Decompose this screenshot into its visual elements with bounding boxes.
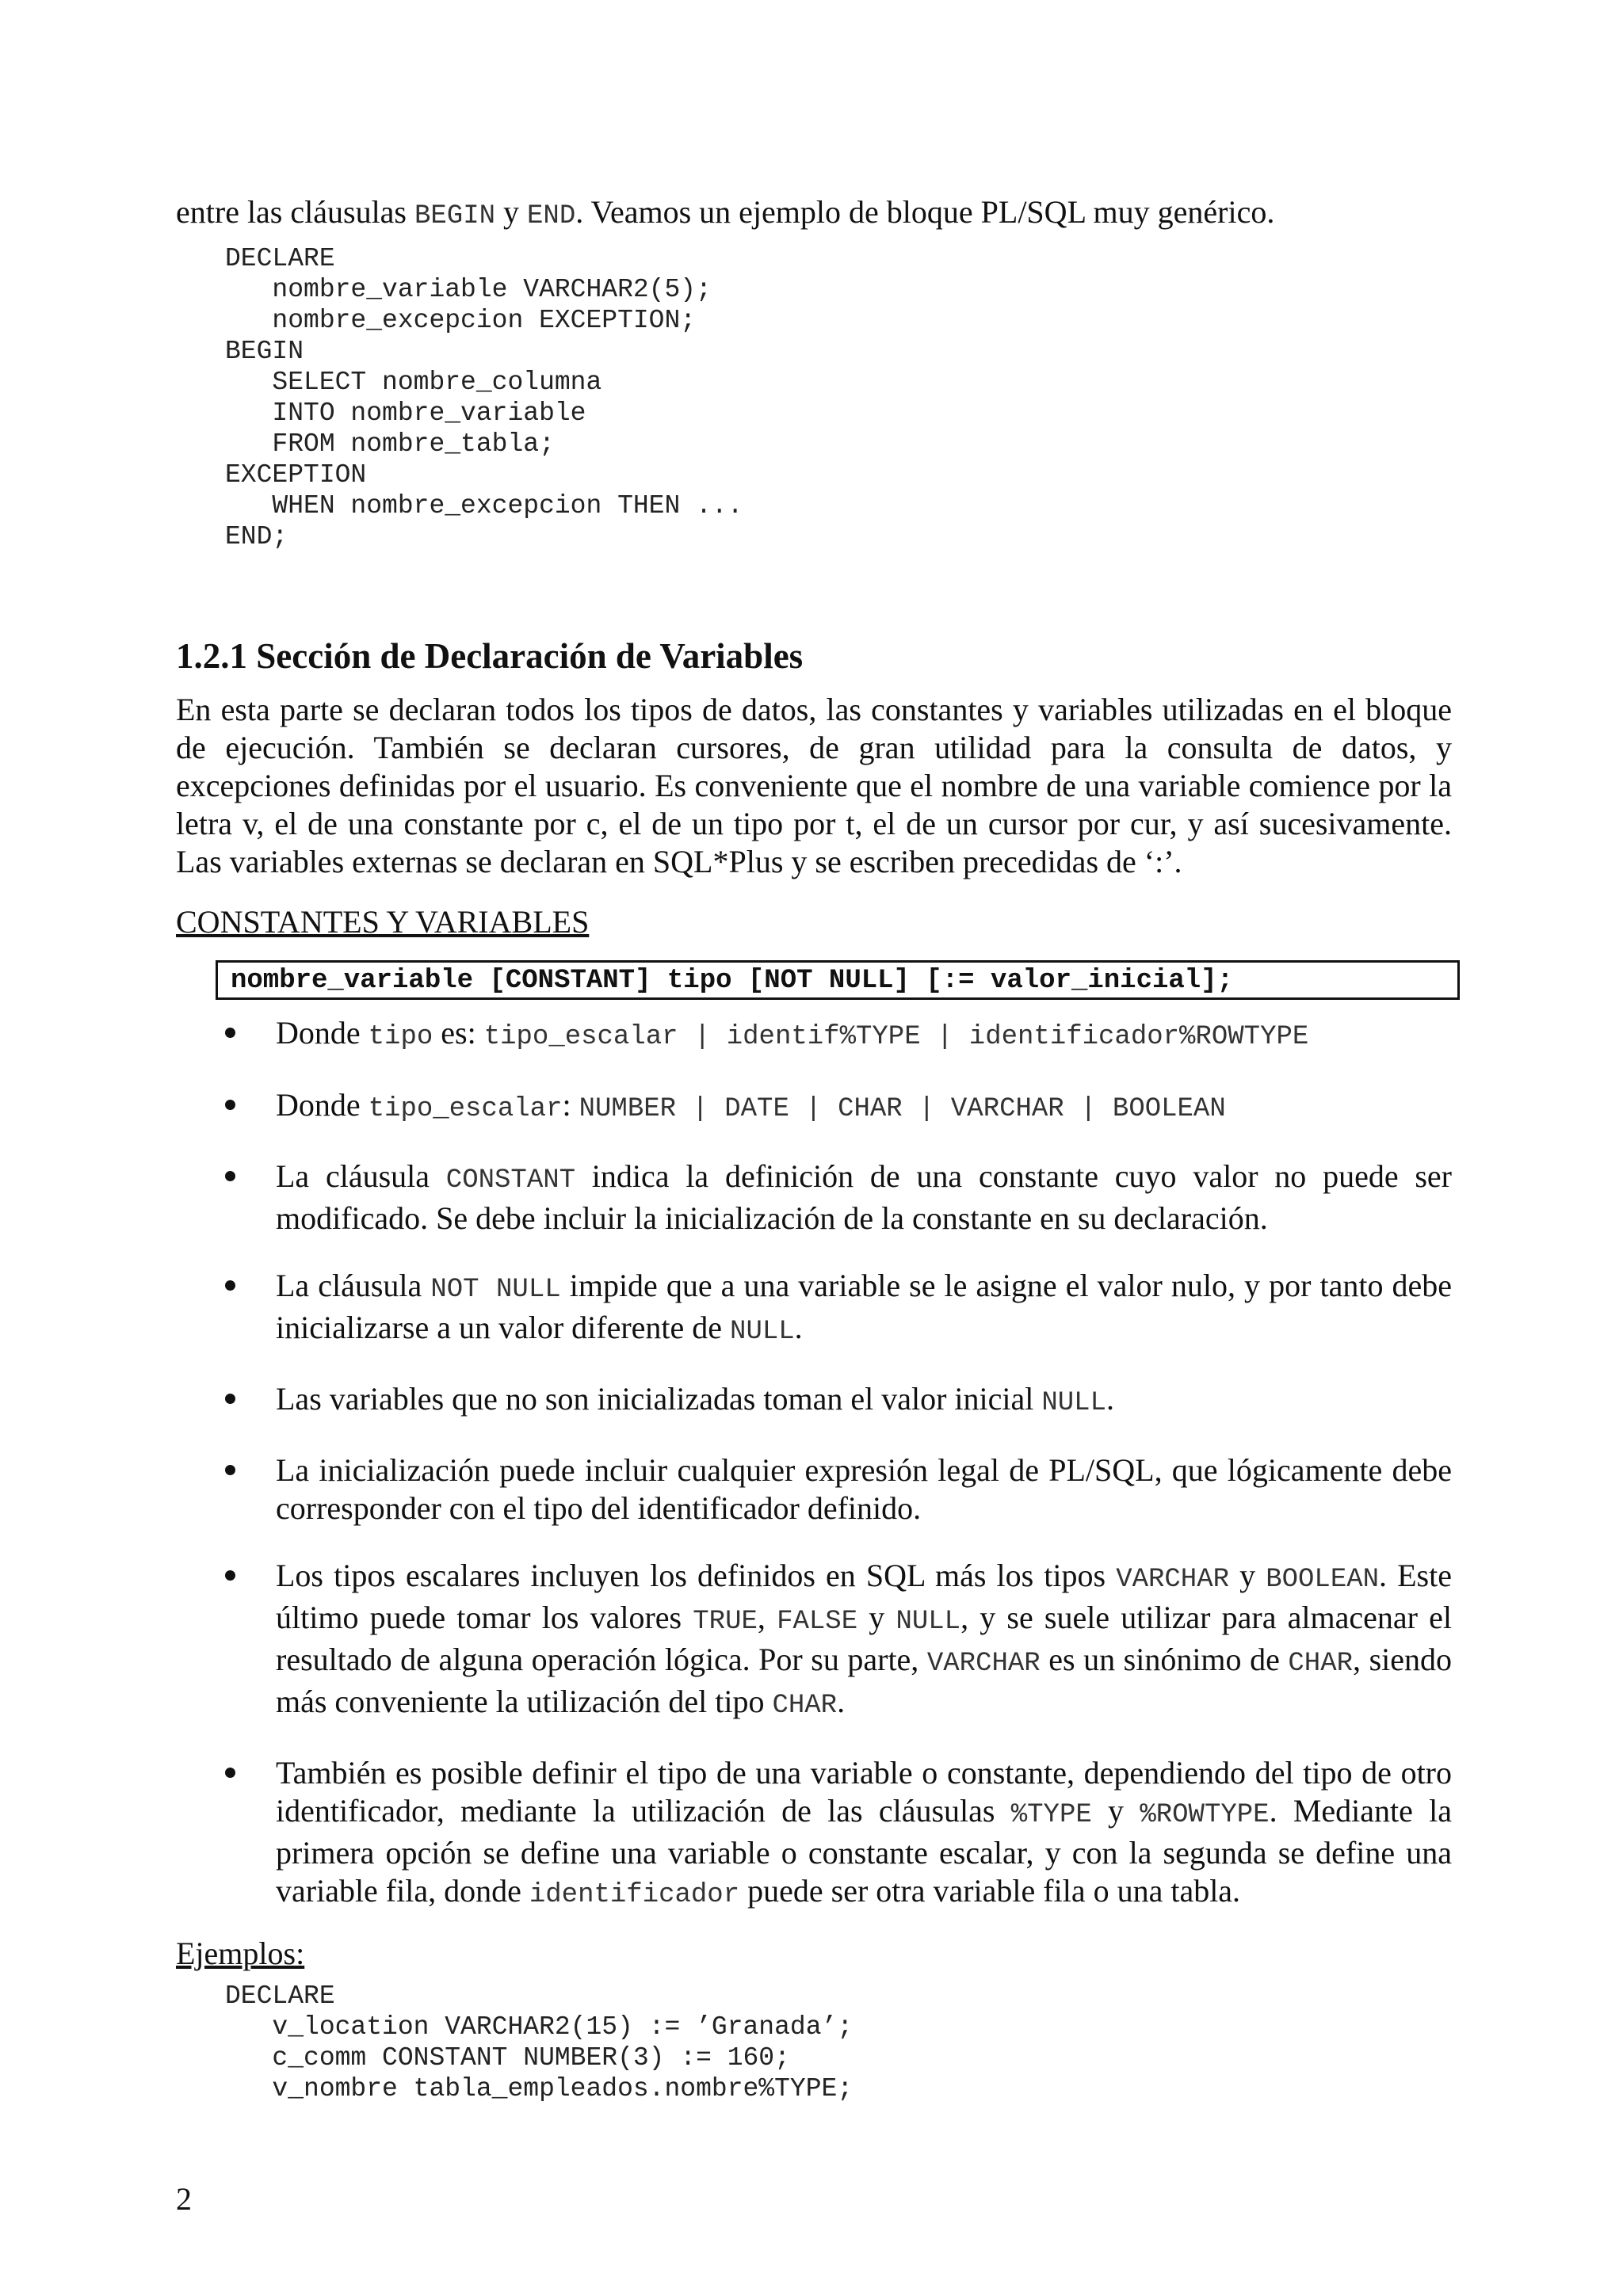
subsection-heading: CONSTANTES Y VARIABLES [176,904,590,940]
bullet-icon [225,1570,235,1581]
inline-code: END [527,201,576,231]
bullet-icon [225,1465,235,1475]
bullet-icon [225,1100,235,1110]
examples-heading: Ejemplos: [176,1936,305,1971]
section-title: 1.2.1 Sección de Declaración de Variables [176,636,804,676]
bullet-icon [225,1028,235,1038]
syntax-box: nombre_variable [CONSTANT] tipo [NOT NULL] [:= valor_inicial]; [216,960,1460,1000]
bullet-icon [225,1171,235,1181]
bullet-list [176,1014,1452,1914]
list-item: Donde tipo es: tipo_escalar | identif%TYPE | identificador%ROWTYPE [176,1014,1452,1056]
inline-code: BEGIN [414,201,496,231]
list-item: La cláusula CONSTANT indica la definición de una constante cuyo valor no puede ser modificado. Se debe incluir la inicialización de la constante en su declaración. [176,1158,1452,1238]
intro-paragraph: entre las cláusulas BEGIN y END. Veamos un ejemplo de bloque PL/SQL muy genérico. [176,194,1275,231]
bullet-icon [225,1280,235,1291]
list-item: También es posible definir el tipo de una variable o constante, dependiendo del tipo de otro identificador, mediante la utilización de las cláusulas %TYPE y %ROWTYPE. Mediante la primera opción se define una variable o constante escalar, y con la segunda se define una variable fila, donde identificador puede ser otra variable fila o una tabla. [176,1754,1452,1914]
list-item: Los tipos escalares incluyen los definidos en SQL más los tipos VARCHAR y BOOLEAN. Este último puede tomar los valores TRUE, FALSE y NULL, y se suele utilizar para almacenar el resultado de alguna operación lógica. Por su parte, VARCHAR es un sinónimo de CHAR, siendo más conveniente la utilización del tipo CHAR. [176,1557,1452,1725]
bullet-icon [225,1768,235,1778]
list-item: La inicialización puede incluir cualquier expresión legal de PL/SQL, que lógicamente debe corresponder con el tipo del identificador definido. [176,1451,1452,1527]
page-content [176,193,1452,2104]
code-block-examples: DECLARE v_location VARCHAR2(15) := ’Granada’; c_comm CONSTANT NUMBER(3) := 160; v_nombre tabla_empleados.nombre%TYPE; [225,1981,854,2103]
page-number: 2 [176,2181,192,2217]
code-block-generic: DECLARE nombre_variable VARCHAR2(5); nombre_excepcion EXCEPTION; BEGIN SELECT nombre_columna INTO nombre_variable FROM nombre_tabla; EXCEPTION WHEN nombre_excepcion THEN ... END; [225,244,743,551]
list-item: La cláusula NOT NULL impide que a una variable se le asigne el valor nulo, y por tanto debe inicializarse a un valor diferente de NULL. [176,1267,1452,1351]
list-item: Donde tipo_escalar: NUMBER | DATE | CHAR | VARCHAR | BOOLEAN [176,1086,1452,1128]
list-item: Las variables que no son inicializadas toman el valor inicial NULL. [176,1380,1452,1422]
bullet-icon [225,1394,235,1404]
section-paragraph: En esta parte se declaran todos los tipos de datos, las constantes y variables utilizadas en el bloque de ejecución. También se declaran cursores, de gran utilidad para la consulta de datos, y excepciones definidas por el usuario. Es conveniente que el nombre de una variable comience por la letra v, el de una constante por c, el de un tipo por t, el de un cursor por cur, y así sucesivamente. Las variables externas se declaran en SQL*Plus y se escriben precedidas de ‘:’. [176,692,1452,879]
